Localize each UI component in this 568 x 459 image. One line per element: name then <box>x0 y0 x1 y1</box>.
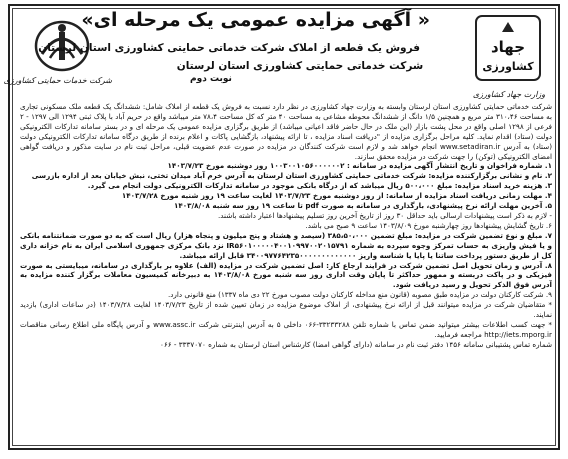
ministry-caption: وزارت جهاد کشاورزی <box>472 90 546 99</box>
ad-title: « آگهی مزایده عمومی یک مرحله ای» <box>81 9 430 31</box>
item-8: ۸. آدرس و زمان تحویل اصل تضمین شرکت در فرایند ارجاع کار: اصل تضمین شرکت در مزایده (الف) علاوه بر بارگذاری در سامانه، میبایستی به صورت فیزیکی و در پاکت دربسته و ممهور حداکثر تا پایان وقت اداری روز سه شنبه مورخ ۱۴۰۳/۸/۰۸ به دبیرخانه کمیسیون معاملات برگزار کننده مزایده به آدرس فوق الذکر تحویل و رسید دریافت شود. <box>20 260 552 290</box>
logo-text-bottom: کشاورزی <box>482 60 534 73</box>
item-2: ۲. نام و نشانی برگزارکننده مزایده: شرکت خدماتی حمایتی کشاورزی استان لرستان به آدرس خرم آباد میدان تختی، نبش خیابان بعد از اداره بازرسی <box>31 171 552 181</box>
item-4: ۴. مهلت زمانی دریافت اسناد مزایده از سامانه: از روز دوشنبه مورخ ۱۴۰۳/۷/۲۳ لغایت ساعت ۱۹ روز شنبه مورخ ۱۴۰۳/۷/۲۸ <box>121 191 552 201</box>
item-3: ۳. هزینه خرید اسناد مزایده: مبلغ ۵۰۰،۰۰۰ ریال میباشد که از درگاه بانکی موجود در سامانه تدارکات الکترونیکی دولت انجام می گیرد. <box>87 181 552 191</box>
logo-text-top: جهاد <box>490 38 526 56</box>
ad-organization: شرکت خدماتی حمایتی کشاورزی استان لرستان <box>176 60 424 72</box>
round-label: نوبت دوم <box>190 74 232 84</box>
item-9: ۹. شرکت کارکنان دولت در مزایده طبق مصوبه (قانون منع مداخله کارکنان دولت مصوب مورخ ۲۲ دی ماه ۱۳۳۷) منع قانونی دارد. <box>167 290 552 300</box>
intro-paragraph: شرکت خدماتی حمایتی کشاورزی استان لرستان وابسته به وزارت جهاد کشاورزی در نظر دارد نسبت به فروش یک قطعه از املاک شامل: ششدانگ یک قطعه ملک مسکونی تجاری به مساحت ۳۱۰،۴۶ متر مربع و همچنین ۱/۵ دانگ از ششدانگ محوطه مشاعی به مساحت ۴۰ متر که کل مساحت ۷۸،۴ متر میباشد واقع در حریم آباد با پلاک ثبتی ۱۲۹۴ الی ۱۲۹۷ - ۲ فرعی از ۱۲۹۸ اصلی واقع در محل پشت بازار (این ملک در حال حاضر فاقد اعیانی میباشد) از طریق برگزاری مزایده عمومی یک مرحله ای و در بستر سامانه تدارکات الکترونیکی دولت (ستاد) اقدام نماید. کلیه مراحل برگزاری مزایده از "دریافت اسناد مزایده ، تا ارائه پیشنهاد، بازگشایی پاکات و اعلام برنده از طریق درگاه سامانه تدارکات الکترونیکی دولت (ستاد) به آدرس www.setadiran.ir انجام خواهد شد و لازم است شرکت کنندگان در مزایده در صورت عدم عضویت قبلی، مراحل ثبت نام در سایت مذکور و دریافت گواهی امضای الکترونیکی (توکن) را جهت شرکت در مزایده محقق سازند. <box>20 102 552 161</box>
contact-note: * جهت کسب اطلاعات بیشتر میتوانید ضمن تماس با شماره تلفن ۳۳۲۳۳۲۸۸-۰۶۶ داخلی ۵ به آدرس اینترنتی شرکت www.assc.ir و آدرس پایگاه ملی اطلاع رسانی مناقصات http://iets.mporg.ir مراجعه فرمایید. <box>20 319 552 339</box>
visit-note: * متقاضیان شرکت در مزایده میتوانند قبل از ارائه نرخ پیشنهادی، از املاک موضوع مزایده در زمان تعیین شده از تاریخ ۱۴۰۳/۷/۲۳ لغایت ۱۴۰۳/۷/۲۸ (در ساعات اداری) بازدید نمایند. <box>20 300 552 320</box>
support-note: شماره تماس پشتیبانی سامانه ۱۴۵۶ دفتر ثبت نام در سامانه (دارای گواهی امضا) کارشناس استان لرستان به شماره ۳۳۳۷۰۷۰ - ۰۶۶ <box>160 339 552 349</box>
item-6: ۶. تاریخ گشایش پیشنهادها روز چهارشنبه مورخ ۱۴۰۳/۸/۰۹ ساعت ۹ صبح می باشد. <box>305 220 552 230</box>
item-1: ۱. شماره فراخوان و تاریخ انتشار آگهی مزایده در سامانه : ۱۰۰۳۰۰۱۰۵۶۰۰۰۰۰۰۲ روز دوشنبه مورخ ۱۴۰۳/۷/۲۳ <box>167 161 552 171</box>
ad-body <box>20 102 552 446</box>
item-7: ۷. مبلغ و نوع تضمین شرکت در مزایده: مبلغ تضمین ۳۸۵،۵۰،۰۰۰ (سیصد و هشتاد و پنج میلیون و پنجاه هزار) ریال است که به دو صورت ضمانتنامه بانکی و یا فیش واریزی به حساب تمرکز وجوه سپرده به شماره IR۵۶۰۱۰۰۰۰۰۴۰۰۱۰۹۹۷۰۰۲۰۱۵۷۹۱ نزد بانک مرکزی جمهوری اسلامی ایران به نام خزانه داری کل از طریق دستور پرداخت ساتنا یا پایا یا شناسه واریز ۳۴۰۰۹۷۷۶۴۲۳۵۰۰۰۰۰۰۰۰۰۰۰۰۰ قابل ارائه میباشد. <box>20 230 552 260</box>
item-5: ۵. آخرین مهلت ارائه نرخ پیشنهادی، بارگذاری در سامانه به صورت pdf تا ساعت ۱۹ روز سه شنبه ۱۴۰۳/۸/۰۸ <box>173 201 552 211</box>
ad-frame <box>3 4 560 450</box>
company-logo-caption: شرکت خدمات حمایتی کشاورزی <box>3 76 112 85</box>
validity-note: - لازم به ذکر است پیشنهادات ارسالی باید حداقل ۳۰ روز از تاریخ آخرین روز تسلیم پیشنهادها اعتبار داشته باشند. <box>217 210 552 220</box>
jahad-keshavarzi-logo-icon <box>468 12 548 88</box>
ad-subtitle: فروش یک قطعه از املاک شرکت خدماتی حمایتی کشاورزی استان لرستان <box>38 42 420 54</box>
